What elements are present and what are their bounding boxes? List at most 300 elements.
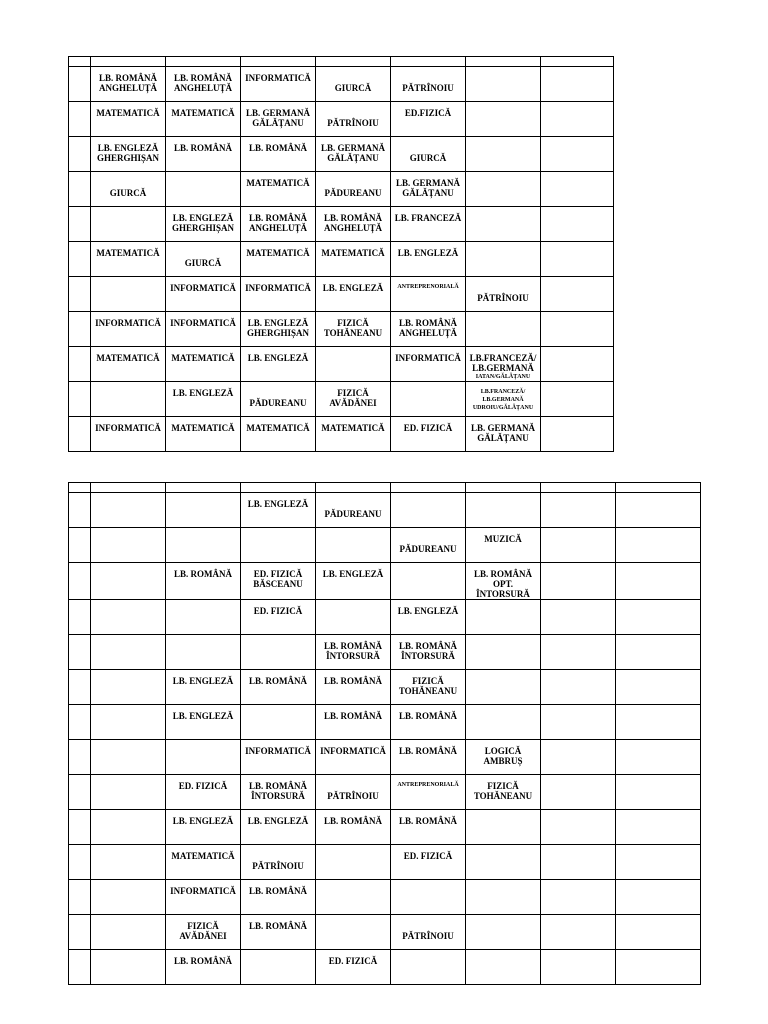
- empty-cell: [616, 600, 701, 635]
- cell-text: PĂDUREANU: [249, 398, 307, 408]
- cell-text: MUZICĂ: [484, 534, 522, 544]
- cell-text: PĂTRÎNOIU: [327, 118, 379, 128]
- empty-cell: [466, 880, 541, 915]
- cell-text: LB. ENGLEZĂ: [322, 283, 384, 293]
- cell-text: MATEMATICĂ: [171, 108, 235, 118]
- schedule-cell: [391, 137, 466, 172]
- schedule-cell: [316, 242, 391, 277]
- cell-text: FIZICĂ AVĂDĂNEI: [329, 388, 377, 408]
- cell-text: LB. ROMÂNĂ ANGHELUȚĂ: [323, 213, 382, 233]
- schedule-cell: [391, 670, 466, 705]
- cell-text: LB. ENGLEZĂ: [247, 816, 309, 826]
- cell-text: MATEMATICĂ: [96, 353, 160, 363]
- schedule-cell: [241, 740, 316, 775]
- cell-text: FIZICĂ TOHĂNEANU: [473, 781, 533, 801]
- cell-text: FIZICĂ AVĂDĂNEI: [179, 921, 227, 941]
- cell-text: LB. ROMÂNĂ: [399, 746, 457, 756]
- table-row: [69, 915, 701, 950]
- empty-cell: [91, 635, 166, 670]
- schedule-cell: [316, 493, 391, 528]
- empty-cell: [69, 137, 91, 172]
- empty-cell: [466, 845, 541, 880]
- cell-text: LB. ENGLEZĂ: [247, 353, 309, 363]
- empty-cell: [541, 950, 616, 985]
- empty-cell: [466, 137, 541, 172]
- schedule-cell: [241, 67, 316, 102]
- schedule-cell: [166, 312, 241, 347]
- schedule-cell: [316, 775, 391, 810]
- schedule-cell: [316, 277, 391, 312]
- empty-cell: [541, 670, 616, 705]
- empty-cell: [616, 670, 701, 705]
- empty-cell: [69, 705, 91, 740]
- empty-cell: [316, 880, 391, 915]
- empty-cell: [166, 493, 241, 528]
- cell-text: LB. ROMÂNĂ: [399, 711, 457, 721]
- cell-text: MATEMATICĂ: [96, 108, 160, 118]
- empty-cell: [541, 493, 616, 528]
- empty-cell: [69, 417, 91, 452]
- schedule-cell: [391, 775, 466, 810]
- table-row: [69, 528, 701, 563]
- schedule-cell: [316, 382, 391, 417]
- header-cell: [241, 57, 316, 67]
- empty-cell: [541, 417, 614, 452]
- schedule-cell: [166, 810, 241, 845]
- empty-cell: [541, 312, 614, 347]
- empty-cell: [541, 67, 614, 102]
- empty-cell: [466, 670, 541, 705]
- cell-text: PĂTRÎNOIU: [477, 293, 529, 303]
- schedule-cell: [316, 312, 391, 347]
- schedule-cell: [166, 242, 241, 277]
- cell-text: LB. ROMÂNĂ ÎNTORSURĂ: [399, 641, 457, 661]
- empty-cell: [166, 172, 241, 207]
- schedule-cell: [466, 277, 541, 312]
- table-row: [69, 137, 614, 172]
- cell-text: LB. ENGLEZĂ GHERGHIȘAN: [246, 318, 309, 338]
- cell-text: FIZICĂ TOHĂNEANU: [323, 318, 383, 338]
- cell-text: ED.FIZICĂ: [404, 108, 452, 118]
- schedule-cell: [241, 137, 316, 172]
- schedule-cell: [391, 705, 466, 740]
- empty-cell: [466, 207, 541, 242]
- schedule-cell: [91, 417, 166, 452]
- cell-text: FIZICĂ TOHĂNEANU: [398, 676, 458, 696]
- table-row: [69, 277, 614, 312]
- header-cell: [541, 483, 616, 493]
- schedule-cell: [166, 67, 241, 102]
- schedule-cell: [391, 810, 466, 845]
- cell-text: PĂDUREANU: [399, 544, 457, 554]
- cell-text: GIURCĂ: [184, 258, 222, 268]
- schedule-cell: [466, 563, 541, 600]
- empty-cell: [541, 775, 616, 810]
- schedule-cell: [166, 207, 241, 242]
- table-row: [69, 880, 701, 915]
- cell-text: INFORMATICĂ: [320, 746, 386, 756]
- header-cell: [69, 57, 91, 67]
- header-cell: [391, 483, 466, 493]
- table-row: [69, 600, 701, 635]
- empty-cell: [541, 705, 616, 740]
- schedule-cell: [391, 417, 466, 452]
- schedule-cell: [241, 600, 316, 635]
- empty-cell: [69, 172, 91, 207]
- table-row: [69, 740, 701, 775]
- empty-cell: [541, 600, 616, 635]
- schedule-cell: [91, 242, 166, 277]
- empty-cell: [241, 705, 316, 740]
- schedule-cell: [241, 347, 316, 382]
- cell-text: GIURCĂ: [334, 83, 372, 93]
- schedule-cell: [391, 740, 466, 775]
- cell-text: PĂDUREANU: [324, 509, 382, 519]
- schedule-cell: [316, 635, 391, 670]
- schedule-cell: [166, 705, 241, 740]
- schedule-cell: [241, 417, 316, 452]
- schedule-cell: [391, 635, 466, 670]
- empty-cell: [541, 635, 616, 670]
- header-cell: [69, 483, 91, 493]
- empty-cell: [466, 950, 541, 985]
- cell-text: MATEMATICĂ: [246, 423, 310, 433]
- schedule-cell: [391, 172, 466, 207]
- cell-text: ED. FIZICĂ: [178, 781, 228, 791]
- empty-cell: [541, 810, 616, 845]
- cell-text: LB.FRANCEZĂ/ LB.GERMANĂ IATAN/GĂLĂȚANU: [469, 353, 537, 380]
- header-cell: [616, 483, 701, 493]
- schedule-cell: [241, 242, 316, 277]
- empty-cell: [69, 277, 91, 312]
- schedule-cell: [466, 775, 541, 810]
- schedule-cell: [166, 880, 241, 915]
- cell-text: INFORMATICĂ: [395, 353, 461, 363]
- empty-cell: [91, 775, 166, 810]
- schedule-cell: [241, 493, 316, 528]
- schedule-cell: [316, 102, 391, 137]
- schedule-cell: [166, 277, 241, 312]
- schedule-cell: [391, 915, 466, 950]
- empty-cell: [69, 810, 91, 845]
- empty-cell: [616, 563, 701, 600]
- cell-text: LB. ROMÂNĂ ÎNTORSURĂ: [249, 781, 307, 801]
- schedule-cell: [391, 347, 466, 382]
- empty-cell: [541, 563, 616, 600]
- empty-cell: [391, 493, 466, 528]
- header-cell: [466, 57, 541, 67]
- schedule-cell: [316, 563, 391, 600]
- cell-text: LB. ROMÂNĂ: [324, 711, 382, 721]
- cell-text: LB.FRANCEZĂ/ LB.GERMANĂ UDROIU/GĂLĂȚANU: [472, 389, 534, 411]
- schedule-cell: [166, 563, 241, 600]
- table-row: [69, 705, 701, 740]
- schedule-cell: [391, 312, 466, 347]
- empty-cell: [466, 172, 541, 207]
- empty-cell: [541, 207, 614, 242]
- empty-cell: [91, 670, 166, 705]
- empty-cell: [91, 845, 166, 880]
- schedule-cell: [241, 172, 316, 207]
- cell-text: LB. ENGLEZĂ: [172, 388, 234, 398]
- schedule-cell: [466, 528, 541, 563]
- cell-text: LB. ROMÂNĂ: [324, 676, 382, 686]
- empty-cell: [69, 775, 91, 810]
- empty-cell: [91, 207, 166, 242]
- table-header-row: [69, 57, 614, 67]
- empty-cell: [466, 810, 541, 845]
- empty-cell: [69, 563, 91, 600]
- table-row: [69, 347, 614, 382]
- schedule-cell: [166, 137, 241, 172]
- empty-cell: [541, 740, 616, 775]
- schedule-cell: [166, 382, 241, 417]
- cell-text: LB. ROMÂNĂ OPT. ÎNTORSURĂ: [474, 569, 532, 599]
- header-cell: [166, 483, 241, 493]
- cell-text: PĂTRÎNOIU: [252, 861, 304, 871]
- cell-text: ED. FIZICĂ: [328, 956, 378, 966]
- cell-text: ED. FIZICĂ: [253, 606, 303, 616]
- schedule-cell: [316, 207, 391, 242]
- header-cell: [166, 57, 241, 67]
- empty-cell: [166, 528, 241, 563]
- cell-text: PĂTRÎNOIU: [402, 83, 454, 93]
- empty-cell: [466, 705, 541, 740]
- cell-text: LB. GERMANĂ GĂLĂȚANU: [245, 108, 310, 128]
- header-cell: [241, 483, 316, 493]
- empty-cell: [391, 950, 466, 985]
- cell-text: ANTREPRENORIALĂ: [397, 284, 459, 290]
- schedule-cell: [241, 845, 316, 880]
- cell-text: ED. FIZICĂ: [403, 851, 453, 861]
- schedule-cell: [316, 417, 391, 452]
- table-row: [69, 382, 614, 417]
- empty-cell: [541, 528, 616, 563]
- schedule-cell: [241, 670, 316, 705]
- cell-text: LB. GERMANĂ GĂLĂȚANU: [470, 423, 535, 443]
- empty-cell: [616, 740, 701, 775]
- empty-cell: [616, 845, 701, 880]
- cell-text: MATEMATICĂ: [171, 423, 235, 433]
- schedule-cell: [316, 172, 391, 207]
- cell-text: LB. GERMANĂ GĂLĂȚANU: [320, 143, 385, 163]
- cell-text: LB. ROMÂNĂ: [249, 143, 307, 153]
- cell-text: PĂTRÎNOIU: [402, 931, 454, 941]
- cell-text: GIURCĂ: [109, 188, 147, 198]
- empty-cell: [541, 845, 616, 880]
- cell-text: ED. FIZICĂ BĂSCEANU: [253, 569, 303, 589]
- schedule-cell: [166, 347, 241, 382]
- empty-cell: [616, 493, 701, 528]
- empty-cell: [69, 880, 91, 915]
- header-cell: [91, 483, 166, 493]
- schedule-cell: [391, 67, 466, 102]
- schedule-cell: [391, 600, 466, 635]
- cell-text: LB. ENGLEZĂ: [397, 248, 459, 258]
- schedule-cell: [316, 810, 391, 845]
- cell-text: INFORMATICĂ: [245, 746, 311, 756]
- header-cell: [91, 57, 166, 67]
- header-cell: [316, 483, 391, 493]
- cell-text: MATEMATICĂ: [321, 248, 385, 258]
- empty-cell: [69, 635, 91, 670]
- cell-text: ED. FIZICĂ: [403, 423, 453, 433]
- table-row: [69, 67, 614, 102]
- schedule-cell: [241, 880, 316, 915]
- schedule-cell: [466, 382, 541, 417]
- empty-cell: [466, 493, 541, 528]
- empty-cell: [69, 242, 91, 277]
- empty-cell: [391, 382, 466, 417]
- empty-cell: [69, 347, 91, 382]
- empty-cell: [166, 740, 241, 775]
- empty-cell: [541, 102, 614, 137]
- table-row: [69, 810, 701, 845]
- cell-text: INFORMATICĂ: [95, 423, 161, 433]
- schedule-cell: [166, 417, 241, 452]
- empty-cell: [166, 635, 241, 670]
- table-row: [69, 493, 701, 528]
- cell-text: PĂDUREANU: [324, 188, 382, 198]
- schedule-cell: [241, 915, 316, 950]
- cell-text: LB. ROMÂNĂ: [399, 816, 457, 826]
- cell-text: LB. ROMÂNĂ: [249, 886, 307, 896]
- schedule-cell: [316, 705, 391, 740]
- cell-text: LB. ROMÂNĂ ANGHELUȚĂ: [173, 73, 232, 93]
- empty-cell: [466, 242, 541, 277]
- cell-text: INFORMATICĂ: [170, 886, 236, 896]
- header-cell: [316, 57, 391, 67]
- schedule-cell: [166, 775, 241, 810]
- schedule-cell: [466, 417, 541, 452]
- table-row: [69, 563, 701, 600]
- empty-cell: [91, 950, 166, 985]
- cell-text: LB. ROMÂNĂ: [324, 816, 382, 826]
- table-header-row: [69, 483, 701, 493]
- schedule-cell: [166, 915, 241, 950]
- empty-cell: [91, 563, 166, 600]
- empty-cell: [466, 915, 541, 950]
- schedule-cell: [466, 347, 541, 382]
- empty-cell: [69, 740, 91, 775]
- empty-cell: [91, 382, 166, 417]
- table-row: [69, 172, 614, 207]
- empty-cell: [541, 277, 614, 312]
- schedule-cell: [316, 950, 391, 985]
- empty-cell: [391, 563, 466, 600]
- schedule-cell: [316, 67, 391, 102]
- empty-cell: [391, 880, 466, 915]
- empty-cell: [69, 102, 91, 137]
- empty-cell: [616, 775, 701, 810]
- schedule-cell: [91, 137, 166, 172]
- cell-text: LB. ENGLEZĂ: [247, 499, 309, 509]
- cell-text: LB. ROMÂNĂ: [174, 143, 232, 153]
- schedule-cell: [391, 845, 466, 880]
- empty-cell: [91, 600, 166, 635]
- empty-cell: [91, 493, 166, 528]
- cell-text: MATEMATICĂ: [171, 353, 235, 363]
- cell-text: INFORMATICĂ: [245, 283, 311, 293]
- table-row: [69, 102, 614, 137]
- empty-cell: [69, 67, 91, 102]
- empty-cell: [316, 915, 391, 950]
- table-row: [69, 417, 614, 452]
- cell-text: LB. ROMÂNĂ ANGHELUȚĂ: [398, 318, 457, 338]
- table-row: [69, 207, 614, 242]
- schedule-cell: [391, 528, 466, 563]
- empty-cell: [466, 312, 541, 347]
- cell-text: LB. ROMÂNĂ: [174, 569, 232, 579]
- empty-cell: [69, 493, 91, 528]
- empty-cell: [316, 528, 391, 563]
- cell-text: LOGICĂ AMBRUȘ: [483, 746, 523, 766]
- cell-text: LB. ENGLEZĂ GHERGHIȘAN: [171, 213, 234, 233]
- empty-cell: [69, 845, 91, 880]
- cell-text: PĂTRÎNOIU: [327, 791, 379, 801]
- table-row: [69, 635, 701, 670]
- cell-text: LB. GERMANĂ GĂLĂȚANU: [395, 178, 460, 198]
- schedule-cell: [241, 102, 316, 137]
- cell-text: LB. ROMÂNĂ ANGHELUȚĂ: [98, 73, 157, 93]
- schedule-cell: [166, 102, 241, 137]
- cell-text: LB. ROMÂNĂ: [249, 921, 307, 931]
- empty-cell: [616, 810, 701, 845]
- schedule-cell: [241, 563, 316, 600]
- schedule-cell: [91, 102, 166, 137]
- schedule-cell: [166, 950, 241, 985]
- schedule-cell: [316, 740, 391, 775]
- cell-text: MATEMATICĂ: [96, 248, 160, 258]
- empty-cell: [316, 347, 391, 382]
- empty-cell: [91, 880, 166, 915]
- empty-cell: [241, 635, 316, 670]
- empty-cell: [91, 915, 166, 950]
- empty-cell: [466, 600, 541, 635]
- empty-cell: [541, 880, 616, 915]
- empty-cell: [616, 528, 701, 563]
- empty-cell: [69, 600, 91, 635]
- cell-text: LB. ENGLEZĂ: [397, 606, 459, 616]
- empty-cell: [69, 312, 91, 347]
- cell-text: LB. ROMÂNĂ: [174, 956, 232, 966]
- schedule-cell: [391, 242, 466, 277]
- empty-cell: [541, 382, 614, 417]
- cell-text: INFORMATICĂ: [245, 73, 311, 83]
- empty-cell: [316, 845, 391, 880]
- empty-cell: [91, 528, 166, 563]
- cell-text: LB. ENGLEZĂ GHERGHIȘAN: [96, 143, 159, 163]
- empty-cell: [541, 915, 616, 950]
- table-row: [69, 242, 614, 277]
- cell-text: LB. ROMÂNĂ ÎNTORSURĂ: [324, 641, 382, 661]
- empty-cell: [616, 635, 701, 670]
- cell-text: INFORMATICĂ: [95, 318, 161, 328]
- schedule-cell: [91, 347, 166, 382]
- header-cell: [541, 57, 614, 67]
- empty-cell: [241, 950, 316, 985]
- cell-text: LB. FRANCEZĂ: [394, 213, 462, 223]
- schedule-cell: [391, 102, 466, 137]
- empty-cell: [541, 137, 614, 172]
- schedule-cell: [316, 670, 391, 705]
- schedule-cell: [91, 67, 166, 102]
- schedule-table-2: [68, 482, 701, 985]
- cell-text: LB. ROMÂNĂ: [249, 676, 307, 686]
- empty-cell: [466, 102, 541, 137]
- cell-text: ANTREPRENORIALĂ: [397, 782, 459, 788]
- cell-text: MATEMATICĂ: [171, 851, 235, 861]
